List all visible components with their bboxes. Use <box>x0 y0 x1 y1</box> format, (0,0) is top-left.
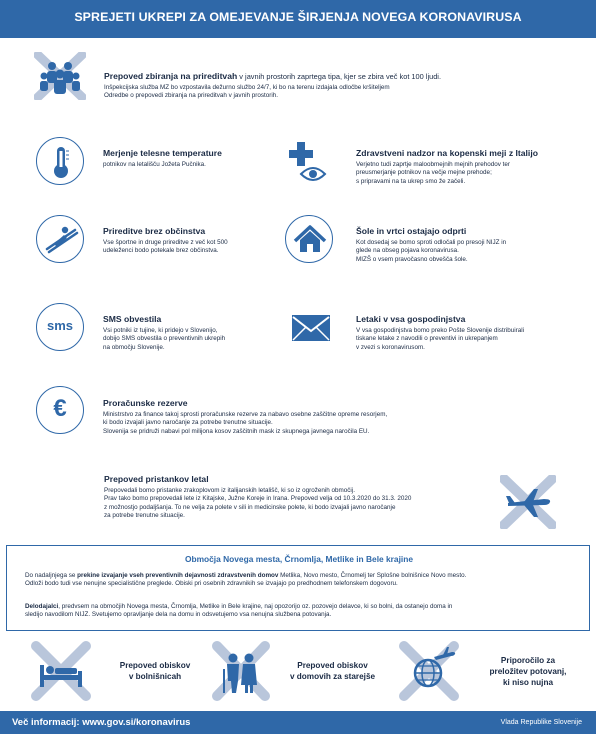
gatherings-title: Prepoved zbiranja na prireditvah <box>104 71 238 81</box>
leaflets-title: Letaki v vsa gospodinjstva <box>356 314 466 324</box>
schools-line: Kot dosedaj se bomo sproti odločali po presoji NIJZ in <box>356 239 507 246</box>
region-title: Območja Novega mesta, Črnomlja, Metlike in Bele krajine <box>184 554 414 564</box>
region-p1-a: Do nadaljnjega se <box>25 572 78 579</box>
sms-line: na območju Slovenije. <box>103 343 165 351</box>
temperature-line: potnikov na letališču Jožeta Pučnika. <box>103 161 206 168</box>
region-p1-b: prekine izvajanje vseh preventivnih dejavnosti zdravstvenih domov <box>77 572 279 579</box>
border-block <box>356 148 586 186</box>
border-line: s pripravami na ta ukrep smo že začeli. <box>356 177 466 185</box>
border-line: Verjetno tudi zaprtje maloobmejnih mejnih prehodov ter <box>356 161 511 168</box>
crossed-airplane-icon <box>500 475 556 529</box>
travel-line: ki niso nujna <box>502 678 554 687</box>
sms-icon <box>36 303 84 351</box>
region-p2-b: , predvsem na območjih Novega mesta, Črnomlja, Metlike in Bele krajine, naj opozorijo oz. pozovejo delavce, ki so bolni, da ostanejo doma in <box>58 603 453 610</box>
crossed-hospital-bed-icon <box>30 641 92 701</box>
gatherings-line: Inšpekcijska služba MZ bo vzpostavila dežurno službo 24/7, ki bo na terenu izdajala odločbe kršiteljem <box>104 84 390 91</box>
schools-line: MIZŠ o vsem pravočasno obvešča šole. <box>356 255 468 263</box>
header-bar <box>0 0 596 38</box>
region-p2-a: Delodajalci <box>25 603 59 610</box>
thermometer-icon <box>36 137 84 185</box>
crossed-crowd-icon <box>34 52 86 100</box>
sms-title: SMS obvestila <box>103 314 162 324</box>
gatherings-block <box>104 71 524 101</box>
events-line: Vse športne in druge prireditve z več kot 500 <box>103 239 228 246</box>
house-icon <box>285 215 333 263</box>
travel-label <box>468 655 588 688</box>
schools-line: glede na obseg pojava koronavirusa. <box>356 247 459 255</box>
budget-title: Proračunske rezerve <box>103 398 188 408</box>
leaflets-line: tiskane letake z navodili o preventivi in ukrepanjem <box>356 335 498 343</box>
flights-line: za potrebe trenutne situacije. <box>104 512 185 520</box>
flights-line: Prepovedali bomo pristanke zrakoplovom iz italijanskih letališč, ki so iz ogroženih območij. <box>104 487 355 494</box>
budget-line: Ministrstvo za finance takoj sprosti proračunske rezerve za nabavo osebne zaščitne opreme resorjem, <box>103 411 388 418</box>
budget-block <box>103 398 523 436</box>
elderly-line: Prepoved obiskov <box>297 661 368 670</box>
page-title: SPREJETI UKREPI ZA OMEJEVANJE ŠIRJENJA NOVEGA KORONAVIRUSA <box>74 10 522 24</box>
sms-line: dobijo SMS obvestila o preventivnih ukrepih <box>103 335 226 343</box>
temperature-block <box>103 148 293 169</box>
crossed-globe-airplane-icon <box>398 641 460 701</box>
border-title: Zdravstveni nadzor na kopenski meji z Italijo <box>356 148 538 158</box>
leaflets-line: V vsa gospodinjstva bomo preko Pošte Slovenije distribuirali <box>356 327 525 334</box>
euro-icon-text: € <box>53 395 67 422</box>
events-block <box>103 226 293 256</box>
flights-line: z možnostjo podaljšanja. To ne velja za polete v sili in medicinske polete, ki bodo izvajali javno naročanje <box>104 503 396 511</box>
gatherings-headline <box>104 71 524 82</box>
more-info-link[interactable]: Več informacij: www.gov.si/koronavirus <box>12 717 191 728</box>
ski-jumper-icon <box>36 215 84 263</box>
hospitals-line: v bolnišnicah <box>128 672 182 681</box>
region-paragraph-2 <box>25 603 580 620</box>
temperature-title: Merjenje telesne temperature <box>103 148 222 158</box>
travel-line: preložitev potovanj, <box>489 667 567 676</box>
schools-title: Šole in vrtci ostajajo odprti <box>356 226 467 236</box>
leaflets-block <box>356 314 586 352</box>
region-p1-c: Metlika, Novo mesto, Črnomelj ter Splošne bolnišnice Novo mesto. <box>278 572 467 579</box>
budget-line: Slovenija se pridruži nabavi pol milijona kosov zaščitnih mask iz skupnega javnega naročila EU. <box>103 427 370 435</box>
euro-icon <box>36 386 84 434</box>
footer-bar <box>0 711 596 734</box>
sms-block <box>103 314 293 352</box>
travel-line: Priporočilo za <box>500 656 556 665</box>
region-notice-box <box>6 545 590 631</box>
leaflets-line: v zvezi s koronavirusom. <box>356 343 425 351</box>
crossed-elderly-couple-icon <box>211 641 271 701</box>
gatherings-line: Odredbe o prepovedi zbiranja na prireditvah v javnih prostorih. <box>104 92 278 100</box>
government-credit: Vlada Republike Slovenije <box>500 719 582 726</box>
elderly-line: v domovih za starejše <box>289 672 376 681</box>
border-line: preusmerjanje potnikov na večje mejne prehode; <box>356 169 492 177</box>
flights-line: Prav tako bomo prepovedali lete iz Kitajske, Južne Koreje in Irana. Prepoved velja od 10.3.2020 do 31.3. 2020 <box>104 495 412 503</box>
flights-title: Prepoved pristankov letal <box>104 474 209 484</box>
gatherings-title-rest: v javnih prostorih zaprtega tipa, kjer se zbira več kot 100 ljudi. <box>237 72 442 81</box>
sms-icon-text: sms <box>46 318 74 333</box>
region-p1-d: Odloži bodo tudi vse nenujne specialistične preglede. Obiski pri osebnih zdravnikih se izvajajo po predhodnem telefonskem dogovoru. <box>25 580 398 588</box>
events-line: udeleženci bodo potekale brez občinstva. <box>103 247 219 255</box>
sms-line: Vsi potniki iz tujine, ki pridejo v Slovenijo, <box>103 327 218 334</box>
health-cross-eye-icon <box>283 138 333 188</box>
hospitals-label <box>100 660 210 682</box>
envelope-icon <box>290 312 332 344</box>
elderly-label <box>270 660 395 682</box>
flights-block <box>104 474 504 521</box>
hospitals-line: Prepoved obiskov <box>119 661 191 670</box>
events-title: Prireditve brez občinstva <box>103 226 206 236</box>
region-paragraph-1 <box>25 572 580 589</box>
region-p2-c: sledijo navodilom NIJZ. Svetujemo opravljanje dela na domu in odsvetujemo vsa nenujna službena potovanja. <box>25 611 332 619</box>
budget-line: ki bodo izvajali javno naročanje za potrebe trenutne situacije. <box>103 419 273 427</box>
schools-block <box>356 226 586 264</box>
